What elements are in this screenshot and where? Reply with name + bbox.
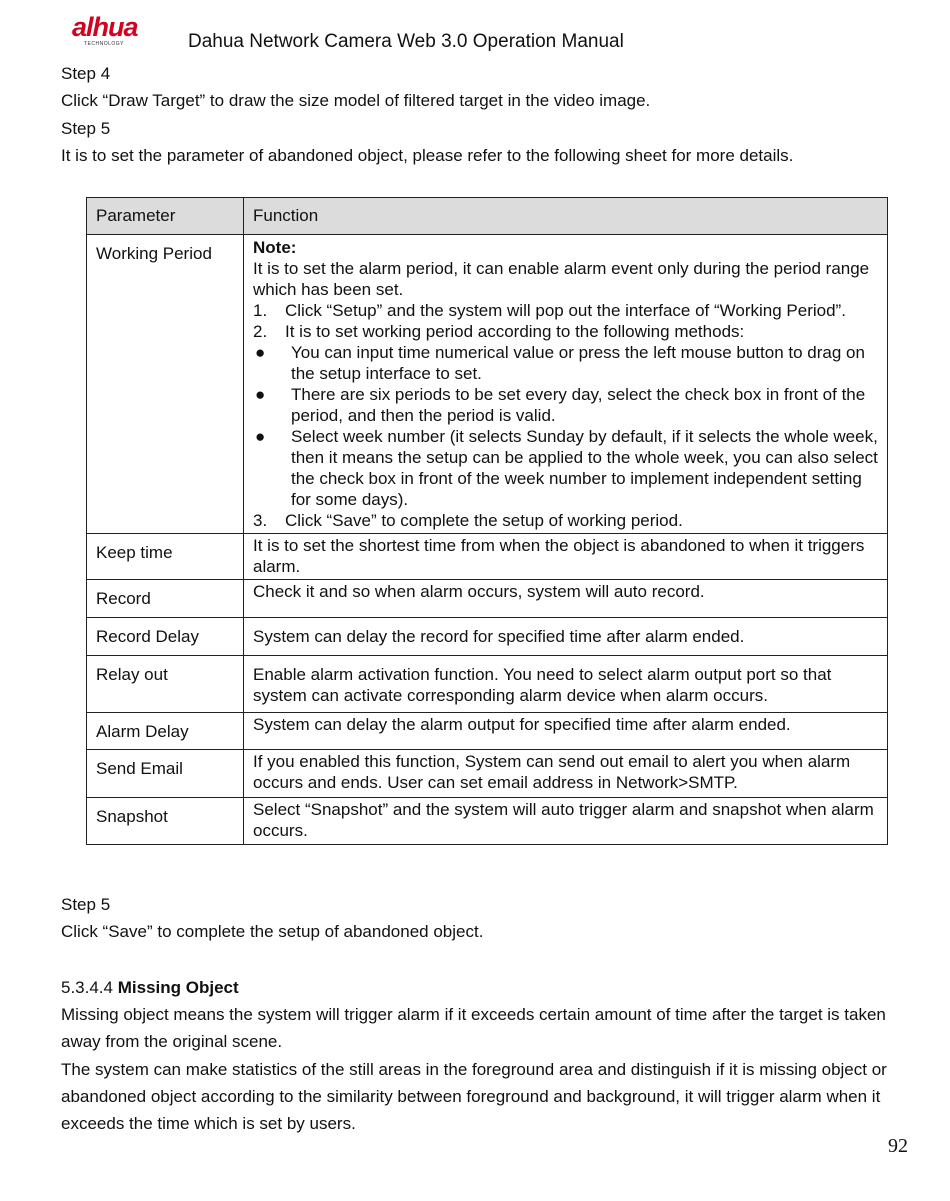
header-function: Function [244,198,888,235]
table-row-record [87,580,888,618]
table-row-snapshot [87,798,888,845]
param-name: Working Period [87,235,244,534]
section-heading [61,974,239,1001]
param-name: Send Email [87,750,244,798]
param-name: Record [87,580,244,618]
param-function: System can delay the record for specified time after alarm ended. [244,618,888,656]
bullet-icon: ● [255,385,266,404]
step5-label: Step 5 [61,119,111,138]
param-name: Relay out [87,656,244,713]
missing-object-para-2: The system can make statistics of the still areas in the foreground area and distinguish if it is missing object or abandoned object according to the similarity between foreground and background, it will trigger alarm when it exceeds the time which is set by users. [61,1060,887,1133]
section-title: Missing Object [117,978,239,997]
list-number: 2. [253,322,268,341]
bullet-text: Select week number (it selects Sunday by default, if it selects the whole week, then it means the setup can be applied to the whole week, you can also select the check box in front of the week number to implement independent setting for some days). [291,427,878,509]
missing-object-para-1: Missing object means the system will trigger alarm if it exceeds certain amount of time after the target is taken away from the original scene. [61,1005,886,1051]
param-name: Keep time [87,534,244,580]
outro-step5-text: Click “Save” to complete the setup of abandoned object. [61,922,484,941]
step5-text: It is to set the parameter of abandoned object, please refer to the following sheet for more details. [61,146,794,165]
list-item [253,300,878,321]
param-function [244,235,888,534]
note-label: Note: [253,238,297,257]
parameter-table [86,197,888,845]
table-header-row [87,198,888,235]
list-text: Click “Save” to complete the setup of working period. [285,511,683,530]
bullet-icon: ● [255,343,266,362]
list-item [253,321,878,342]
param-function: Check it and so when alarm occurs, system will auto record. [244,580,888,618]
list-text: It is to set working period according to the following methods: [285,322,745,341]
table-row-send-email [87,750,888,798]
param-name: Alarm Delay [87,713,244,750]
list-number: 1. [253,301,268,320]
step4-label: Step 4 [61,64,111,83]
table-row-relay-out [87,656,888,713]
param-function: Select “Snapshot” and the system will auto trigger alarm and snapshot when alarm occurs. [244,798,888,845]
logo-tagline: TECHNOLOGY [84,41,125,47]
step4-text: Click “Draw Target” to draw the size model of filtered target in the video image. [61,91,651,110]
bullet-item [253,384,878,426]
logo-wordmark: alhua [72,12,138,42]
bullet-icon: ● [255,427,266,446]
section-number: 5.3.4.4 [61,978,113,997]
document-title: Dahua Network Camera Web 3.0 Operation Manual [188,31,624,52]
param-function: If you enabled this function, System can send out email to alert you when alarm occurs and ends. User can set email address in Network>SMTP. [244,750,888,798]
table-row-working-period [87,235,888,534]
param-name: Snapshot [87,798,244,845]
header-parameter: Parameter [87,198,244,235]
bullet-text: There are six periods to be set every day, select the check box in front of the period, and then the period is valid. [291,385,866,425]
bullet-item [253,426,878,510]
param-function: It is to set the shortest time from when the object is abandoned to when it triggers alarm. [244,534,888,580]
param-function: System can delay the alarm output for specified time after alarm ended. [244,713,888,750]
list-number: 3. [253,511,268,530]
param-name: Record Delay [87,618,244,656]
page-number: 92 [888,1135,908,1157]
list-text: Click “Setup” and the system will pop out the interface of “Working Period”. [285,301,846,320]
table-row-record-delay [87,618,888,656]
list-item [253,510,878,531]
bullet-text: You can input time numerical value or press the left mouse button to drag on the setup interface to set. [291,343,865,383]
working-period-intro: It is to set the alarm period, it can enable alarm event only during the period range which has been set. [253,259,870,299]
table-row-alarm-delay [87,713,888,750]
table-row-keep-time [87,534,888,580]
bullet-item [253,342,878,384]
outro-step5-label: Step 5 [61,895,111,914]
dahua-logo [72,12,172,46]
param-function: Enable alarm activation function. You need to select alarm output port so that system can activate corresponding alarm device when alarm occurs. [244,656,888,713]
